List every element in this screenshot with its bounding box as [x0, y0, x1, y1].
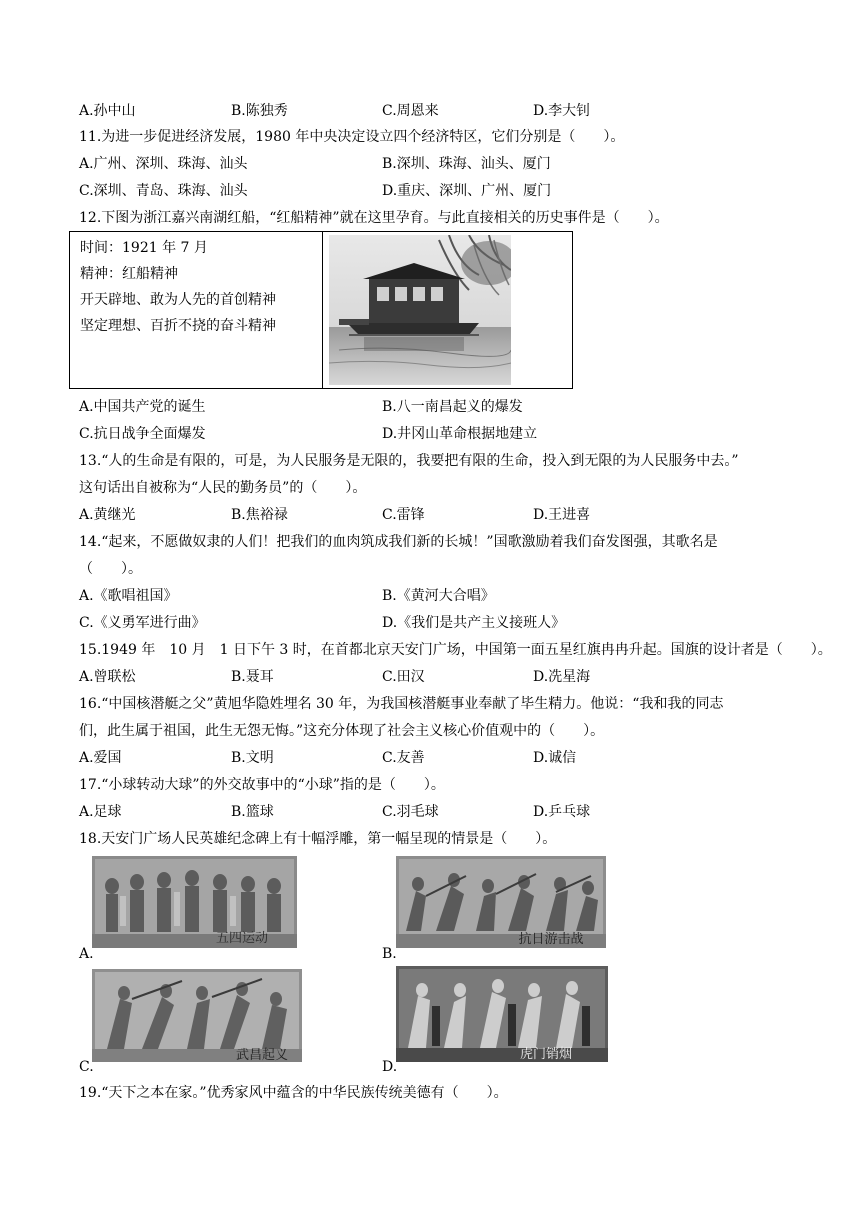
- q16-option-d: D.诚信: [533, 750, 577, 766]
- q11-option-b: B.深圳、珠海、汕头、厦门: [382, 156, 551, 172]
- q18-option-d: D.: [382, 1059, 398, 1075]
- q14-option-b: B.《黄河大合唱》: [382, 588, 495, 604]
- q17-option-a: A.足球: [79, 804, 122, 820]
- relief-image-b: [396, 856, 606, 948]
- q16-option-a: A.爱国: [79, 750, 122, 766]
- relief-d-caption: 虎门销烟: [519, 1047, 573, 1062]
- q14-option-a: A.《歌唱祖国》: [79, 588, 178, 604]
- q11-option-d: D.重庆、深圳、广州、厦门: [382, 183, 552, 199]
- q15-option-b: B.聂耳: [231, 669, 274, 685]
- q18-option-c: C.: [79, 1059, 94, 1075]
- q10-option-c: C.周恩来: [382, 103, 439, 119]
- q19-stem: 19.“天下之本在家。”优秀家风中蕴含的中华民族传统美德有（ ）。: [79, 1085, 508, 1101]
- q15-option-c: C.田汉: [382, 669, 425, 685]
- q13-option-b: B.焦裕禄: [231, 507, 288, 523]
- q13-option-d: D.王进喜: [533, 507, 591, 523]
- info-spirit: 精神：红船精神: [80, 266, 178, 282]
- q12-option-c: C.抗日战争全面爆发: [79, 426, 206, 442]
- info-struggle-spirit: 坚定理想、百折不挠的奋斗精神: [80, 318, 276, 334]
- q11-stem: 11.为进一步促进经济发展，1980 年中央决定设立四个经济特区，它们分别是（ ）。: [79, 129, 625, 145]
- q17-option-c: C.羽毛球: [382, 804, 439, 820]
- q18-option-b: B.: [382, 946, 397, 962]
- info-table-divider: [322, 232, 323, 388]
- q16-stem-line2: 们，此生属于祖国，此生无怨无悔。”这充分体现了社会主义核心价值观中的（ ）。: [79, 723, 605, 739]
- relief-c-caption: 武昌起义: [235, 1048, 289, 1062]
- relief-image-c: [92, 969, 302, 1062]
- q13-stem-line1: 13.“人的生命是有限的，可是，为人民服务是无限的，我要把有限的生命，投入到无限的为人民服务中去。”: [79, 453, 739, 469]
- q12-option-d: D.井冈山革命根据地建立: [382, 426, 538, 442]
- q17-stem: 17.“小球转动大球”的外交故事中的“小球”指的是（ ）。: [79, 777, 445, 793]
- q14-option-d: D.《我们是共产主义接班人》: [382, 615, 566, 631]
- q16-stem-line1: 16.“中国核潜艇之父”黄旭华隐姓埋名 30 年，为我国核潜艇事业奉献了毕生精力。他说：“我和我的同志: [79, 696, 724, 712]
- q10-option-b: B.陈独秀: [231, 103, 288, 119]
- q12-option-b: B.八一南昌起义的爆发: [382, 399, 523, 415]
- q16-option-b: B.文明: [231, 750, 274, 766]
- relief-image-a: [92, 856, 297, 948]
- q10-option-a: A.孙中山: [79, 103, 136, 119]
- q10-option-d: D.李大钊: [533, 103, 591, 119]
- q13-option-a: A.黄继光: [79, 507, 136, 523]
- q11-option-c: C.深圳、青岛、珠海、汕头: [79, 183, 248, 199]
- q14-stem-line2: （ ）。: [79, 561, 142, 577]
- q11-option-a: A.广州、深圳、珠海、汕头: [79, 156, 248, 172]
- relief-image-d: [396, 966, 608, 1062]
- info-pioneer-spirit: 开天辟地、敢为人先的首创精神: [80, 292, 276, 308]
- q14-option-c: C.《义勇军进行曲》: [79, 615, 206, 631]
- q15-option-d: D.冼星海: [533, 669, 591, 685]
- q12-stem: 12.下图为浙江嘉兴南湖红船，“红船精神”就在这里孕育。与此直接相关的历史事件是（ ）。: [79, 210, 669, 226]
- relief-b-caption: 抗日游击战: [518, 932, 584, 947]
- q12-option-a: A.中国共产党的诞生: [79, 399, 206, 415]
- q18-stem: 18.天安门广场人民英雄纪念碑上有十幅浮雕，第一幅呈现的情景是（ ）。: [79, 831, 557, 847]
- q17-option-b: B.篮球: [231, 804, 274, 820]
- q18-option-a: A.: [79, 946, 94, 962]
- red-boat-photo: [329, 235, 511, 385]
- q13-option-c: C.雷锋: [382, 507, 425, 523]
- q15-option-a: A.曾联松: [79, 669, 136, 685]
- q16-option-c: C.友善: [382, 750, 425, 766]
- info-time: 时间：1921 年 7 月: [80, 240, 208, 256]
- relief-a-caption: 五四运动: [215, 931, 269, 946]
- q13-stem-line2: 这句话出自被称为“人民的勤务员”的（ ）。: [79, 480, 367, 496]
- q14-stem-line1: 14.“起来，不愿做奴隶的人们！把我们的血肉筑成我们新的长城！”国歌激励着我们奋发图强，其歌名是: [79, 534, 718, 550]
- q15-stem: 15.1949 年 10 月 1 日下午 3 时，在首都北京天安门广场，中国第一面五星红旗冉冉升起。国旗的设计者是（ ）。: [79, 642, 832, 658]
- q17-option-d: D.乒乓球: [533, 804, 591, 820]
